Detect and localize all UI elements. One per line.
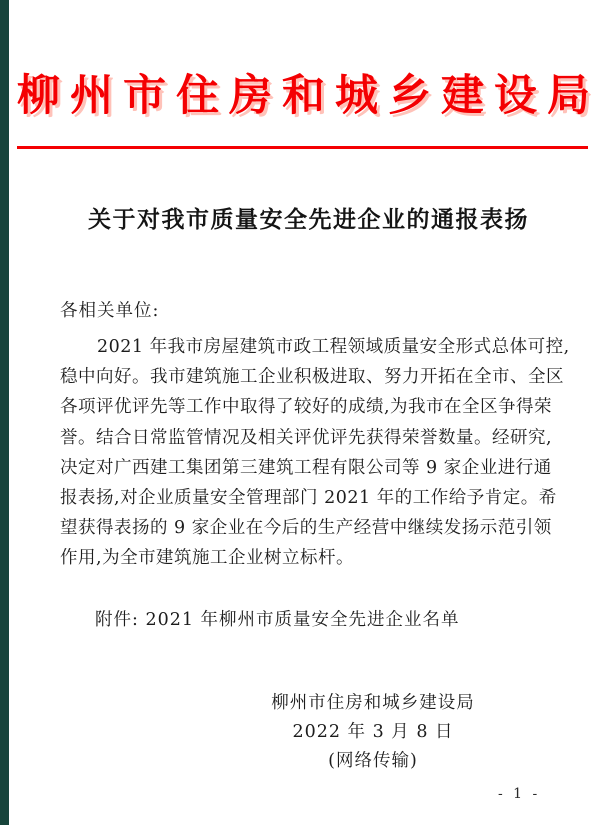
signature-block: [228, 689, 518, 776]
letterhead-red-rule: [17, 146, 588, 149]
document-title: 关于对我市质量安全先进企业的通报表扬: [88, 206, 529, 233]
salutation: 各相关单位:: [60, 301, 160, 321]
signature-agency: 柳州市住房和城乡建设局: [271, 693, 475, 713]
attachment-line: 附件: 2021 年柳州市质量安全先进企业名单: [95, 610, 460, 630]
transmission-note: (网络传输): [328, 751, 418, 771]
body-line: 作用,为全市建筑施工企业树立标杆。: [60, 548, 355, 569]
body-paragraph: [60, 332, 570, 574]
body-line: 报表扬,对企业质量安全管理部门 2021 年的工作给予肯定。希: [60, 487, 557, 508]
body-line: 誉。结合日常监管情况及相关评优评先获得荣誉数量。经研究,: [60, 427, 553, 448]
body-line: 各项评优评先等工作中取得了较好的成绩,为我市在全区争得荣: [60, 397, 553, 418]
scan-edge-bar: [0, 0, 9, 825]
body-line: 2021 年我市房屋建筑市政工程领域质量安全形式总体可控,: [97, 337, 570, 357]
letterhead-agency-title: 柳州市住房和城乡建设局: [17, 71, 600, 121]
page-number: - 1 -: [498, 786, 541, 802]
signature-date: 2022 年 3 月 8 日: [292, 722, 454, 742]
body-line: 决定对广西建工集团第三建筑工程有限公司等 9 家企业进行通: [60, 457, 552, 478]
body-line: 望获得表扬的 9 家企业在今后的生产经营中继续发扬示范引领: [60, 518, 552, 539]
body-line: 稳中向好。我市建筑施工企业积极进取、努力开拓在全市、全区: [60, 367, 564, 388]
